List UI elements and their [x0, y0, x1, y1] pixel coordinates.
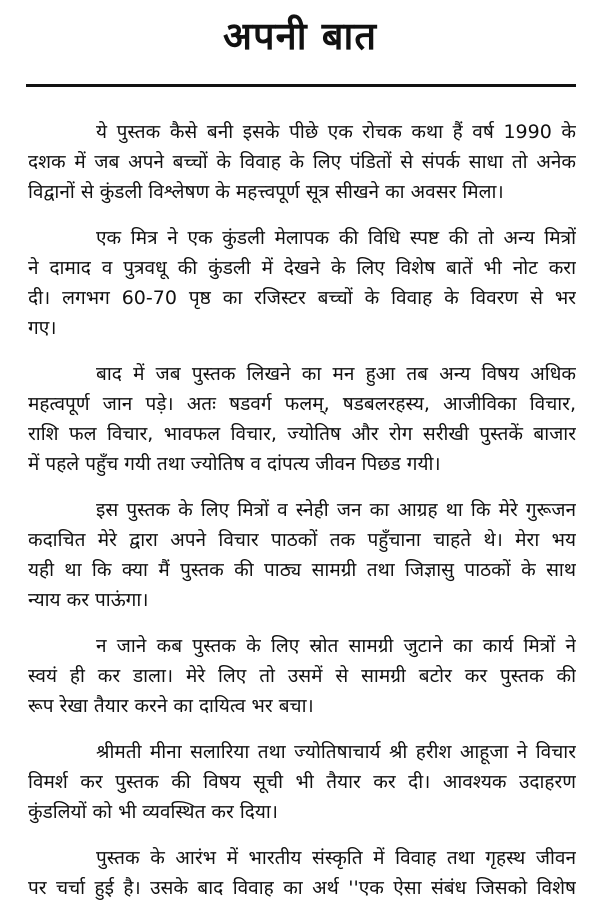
text-line: पर चर्चा हुई है। उसके बाद विवाह का अर्थ ''एक ऐसा संबंध जिसको विशेष [28, 877, 576, 899]
text-line: पुस्तक के आरंभ में भारतीय संस्कृति में विवाह तथा गृहस्थ जीवन [96, 847, 576, 869]
text-line: विमर्श कर पुस्तक की विषय सूची भी तैयार कर दी। आवश्यक उदाहरण [28, 771, 576, 793]
paragraph [28, 495, 576, 615]
paragraph [28, 359, 576, 479]
text-line: एक मित्र ने एक कुंडली मेलापक की विधि स्पष्ट की तो अन्य मित्रों [96, 227, 576, 249]
text-line: ने दामाद व पुत्रवधू की कुंडली में देखने के लिए विशेष बातें भी नोट करा [28, 257, 576, 279]
document-body [28, 117, 576, 919]
text-line: कुंडलियों को भी व्यवस्थित कर दिया। [28, 801, 278, 823]
text-line: महत्वपूर्ण जान पड़े। अतः षडवर्ग फलम्, षडबलरहस्य, आजीविका विचार, [28, 393, 576, 415]
text-line: श्रीमती मीना सलारिया तथा ज्योतिषाचार्य श्री हरीश आहूजा ने विचार [96, 741, 576, 763]
text-line: स्वयं ही कर डाला। मेरे लिए तो उसमें से सामग्री बटोर कर पुस्तक की [28, 665, 576, 687]
paragraph [28, 843, 576, 903]
paragraph [28, 737, 576, 827]
text-line: राशि फल विचार, भावफल विचार, ज्योतिष और रोग सरीखी पुस्तकें बाजार [28, 423, 576, 445]
text-line: रूप रेखा तैयार करने का दायित्व भर बचा। [28, 695, 314, 717]
text-line: दी। लगभग 60-70 पृष्ठ का रजिस्टर बच्चों के विवाह के विवरण से भर [28, 287, 576, 309]
page-title: अपनी बात [223, 14, 377, 58]
text-line: न्याय कर पाऊंगा। [28, 589, 149, 611]
text-line: न जाने कब पुस्तक के लिए स्रोत सामग्री जुटाने का कार्य मित्रों ने [96, 635, 576, 657]
paragraph [28, 223, 576, 343]
text-line: में पहले पहुँच गयी तथा ज्योतिष व दांपत्य जीवन पिछड गयी। [28, 453, 441, 475]
text-line: बाद में जब पुस्तक लिखने का मन हुआ तब अन्य विषय अधिक [96, 363, 576, 385]
text-line: दशक में जब अपने बच्चों के विवाह के लिए पंडितों से संपर्क साधा तो अनेक [28, 151, 576, 173]
text-line: इस पुस्तक के लिए मित्रों व स्नेही जन का आग्रह था कि मेरे गुरूजन [96, 499, 576, 521]
text-line: गए। [28, 317, 57, 339]
text-line: ये पुस्तक कैसे बनी इसके पीछे एक रोचक कथा हैं वर्ष 1990 के [96, 121, 576, 143]
text-line: यही था कि क्या मैं पुस्तक की पाठ्य सामग्री तथा जिज्ञासु पाठकों के साथ [28, 559, 576, 581]
title-underline [26, 84, 576, 87]
paragraph [28, 117, 576, 207]
paragraph [28, 631, 576, 721]
text-line: विद्वानों से कुंडली विश्लेषण के महत्त्वपूर्ण सूत्र सीखने का अवसर मिला। [28, 181, 504, 203]
text-line: कदाचित मेरे द्वारा अपने विचार पाठकों तक पहुँचाना चाहते थे। मेरा भय [28, 529, 576, 551]
